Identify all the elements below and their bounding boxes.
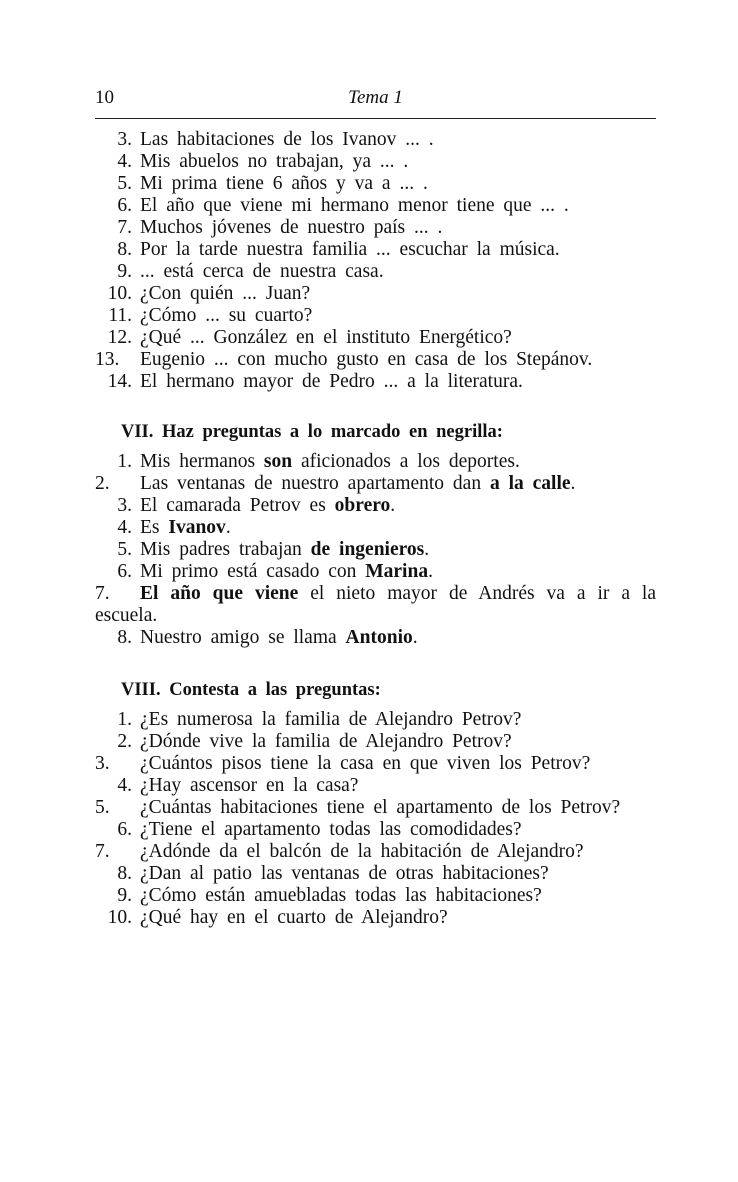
list-item bbox=[95, 473, 656, 495]
item-number: 3. bbox=[117, 495, 132, 516]
item-text: ¿Con quién ... Juan? bbox=[140, 283, 311, 304]
item-text-before: Mis padres trabajan bbox=[140, 539, 311, 560]
list-item bbox=[95, 885, 656, 907]
item-number: 7. bbox=[95, 841, 110, 862]
item-text: ... está cerca de nuestra casa. bbox=[140, 261, 384, 282]
item-number: 8. bbox=[117, 863, 132, 884]
list-item bbox=[95, 517, 656, 539]
item-text: Mi prima tiene 6 años y va a ... . bbox=[140, 173, 428, 194]
list-item bbox=[95, 239, 656, 261]
list-item bbox=[95, 371, 656, 393]
item-number: 5. bbox=[117, 539, 132, 560]
list-item bbox=[95, 305, 656, 327]
list-item bbox=[95, 173, 656, 195]
item-text-before: Mis hermanos bbox=[140, 451, 264, 472]
list-item bbox=[95, 129, 656, 151]
item-text: ¿Tiene el apartamento todas las comodidades? bbox=[140, 819, 522, 840]
item-number: 5. bbox=[117, 173, 132, 194]
list-item bbox=[95, 863, 656, 885]
item-bold-text: El año que viene bbox=[140, 583, 299, 604]
exercise-viii-title: VIII. Contesta a las preguntas: bbox=[121, 680, 381, 700]
item-text: ¿Es numerosa la familia de Alejandro Petrov? bbox=[140, 709, 522, 730]
list-item bbox=[95, 195, 656, 217]
item-number: 3. bbox=[95, 753, 110, 774]
item-bold-text: Antonio bbox=[345, 627, 413, 648]
item-number: 2. bbox=[117, 731, 132, 752]
item-text-before: El camarada Petrov es bbox=[140, 495, 335, 516]
item-text-after: el nieto mayor de Andrés va a ir a la escuela. bbox=[95, 583, 657, 626]
list-item bbox=[95, 731, 656, 753]
list-item bbox=[95, 283, 656, 305]
exercise-vii-list bbox=[95, 451, 656, 649]
item-text-before: Las ventanas de nuestro apartamento dan bbox=[140, 473, 490, 494]
item-text: ¿Dan al patio las ventanas de otras habitaciones? bbox=[140, 863, 549, 884]
item-number: 5. bbox=[95, 797, 110, 818]
list-item bbox=[95, 709, 656, 731]
exercise-viii-list bbox=[95, 709, 656, 929]
item-text-after: . bbox=[428, 561, 433, 582]
exercise-vi-list bbox=[95, 129, 656, 393]
item-number: 11. bbox=[108, 305, 132, 326]
item-number: 7. bbox=[117, 217, 132, 238]
item-text-before: Mi primo está casado con bbox=[140, 561, 366, 582]
item-number: 3. bbox=[117, 129, 132, 150]
item-number: 9. bbox=[117, 885, 132, 906]
list-item bbox=[95, 797, 656, 819]
item-text: ¿Adónde da el balcón de la habitación de Alejandro? bbox=[140, 841, 584, 862]
list-item bbox=[95, 907, 656, 929]
running-title: Tema 1 bbox=[348, 87, 403, 108]
exercise-vii-title: VII. Haz preguntas a lo marcado en negrilla: bbox=[121, 422, 503, 442]
page-number: 10 bbox=[95, 87, 114, 108]
item-text: El hermano mayor de Pedro ... a la literatura. bbox=[140, 371, 523, 392]
item-text: Mis abuelos no trabajan, ya ... . bbox=[140, 151, 409, 172]
item-bold-text: son bbox=[263, 451, 293, 472]
item-text: ¿Cuántos pisos tiene la casa en que viven los Petrov? bbox=[140, 753, 591, 774]
item-number: 10. bbox=[107, 907, 132, 928]
item-number: 6. bbox=[117, 195, 132, 216]
item-bold-text: obrero bbox=[334, 495, 391, 516]
item-text: ¿Cuántas habitaciones tiene el apartamento de los Petrov? bbox=[140, 797, 621, 818]
item-bold-text: de ingenieros bbox=[310, 539, 425, 560]
item-text: ¿Qué ... González en el instituto Energético? bbox=[140, 327, 512, 348]
list-item bbox=[95, 627, 656, 649]
item-text-after: aficionados a los deportes. bbox=[292, 451, 520, 472]
item-text: Eugenio ... con mucho gusto en casa de los Stepánov. bbox=[140, 349, 593, 370]
item-number: 14. bbox=[107, 371, 132, 392]
item-number: 8. bbox=[117, 239, 132, 260]
item-number: 10. bbox=[107, 283, 132, 304]
list-item bbox=[95, 561, 656, 583]
item-text: El año que viene mi hermano menor tiene que ... . bbox=[140, 195, 569, 216]
item-number: 1. bbox=[117, 451, 132, 472]
item-text: ¿Cómo están amuebladas todas las habitaciones? bbox=[140, 885, 542, 906]
item-text: ¿Cómo ... su cuarto? bbox=[140, 305, 313, 326]
item-number: 1. bbox=[117, 709, 132, 730]
item-text-after: . bbox=[390, 495, 396, 516]
item-text: Por la tarde nuestra familia ... escuchar la música. bbox=[140, 239, 560, 260]
item-text: ¿Qué hay en el cuarto de Alejandro? bbox=[140, 907, 448, 928]
list-item bbox=[95, 261, 656, 283]
list-item bbox=[95, 495, 656, 517]
list-item bbox=[95, 753, 656, 775]
item-text-after: . bbox=[225, 517, 231, 538]
item-text-before: Es bbox=[140, 517, 169, 538]
item-text: ¿Dónde vive la familia de Alejandro Petrov? bbox=[140, 731, 512, 752]
item-number: 6. bbox=[117, 819, 132, 840]
list-item bbox=[95, 327, 656, 349]
item-text-after: . bbox=[412, 627, 418, 648]
list-item bbox=[95, 819, 656, 841]
list-item bbox=[95, 539, 656, 561]
item-number: 9. bbox=[117, 261, 132, 282]
item-bold-text: a la calle bbox=[489, 473, 571, 494]
list-item bbox=[95, 451, 656, 473]
item-number: 2. bbox=[95, 473, 110, 494]
item-text-after: . bbox=[424, 539, 430, 560]
list-item bbox=[95, 583, 656, 627]
item-number: 8. bbox=[117, 627, 132, 648]
item-number: 12. bbox=[107, 327, 132, 348]
book-page bbox=[95, 86, 656, 929]
list-item bbox=[95, 775, 656, 797]
list-item bbox=[95, 349, 656, 371]
running-head bbox=[95, 86, 656, 110]
item-text: Muchos jóvenes de nuestro país ... . bbox=[140, 217, 443, 238]
header-rule bbox=[95, 118, 656, 119]
item-number: 4. bbox=[117, 775, 132, 796]
item-text-after: . bbox=[570, 473, 576, 494]
item-text: ¿Hay ascensor en la casa? bbox=[140, 775, 359, 796]
item-number: 7. bbox=[95, 583, 110, 604]
list-item bbox=[95, 841, 656, 863]
item-text: Las habitaciones de los Ivanov ... . bbox=[140, 129, 434, 150]
item-number: 13. bbox=[95, 349, 120, 370]
list-item bbox=[95, 217, 656, 239]
item-text-before: Nuestro amigo se llama bbox=[140, 627, 346, 648]
list-item bbox=[95, 151, 656, 173]
item-number: 4. bbox=[117, 517, 132, 538]
item-bold-text: Marina bbox=[365, 561, 429, 582]
item-number: 4. bbox=[117, 151, 132, 172]
item-bold-text: Ivanov bbox=[168, 517, 226, 538]
item-number: 6. bbox=[117, 561, 132, 582]
